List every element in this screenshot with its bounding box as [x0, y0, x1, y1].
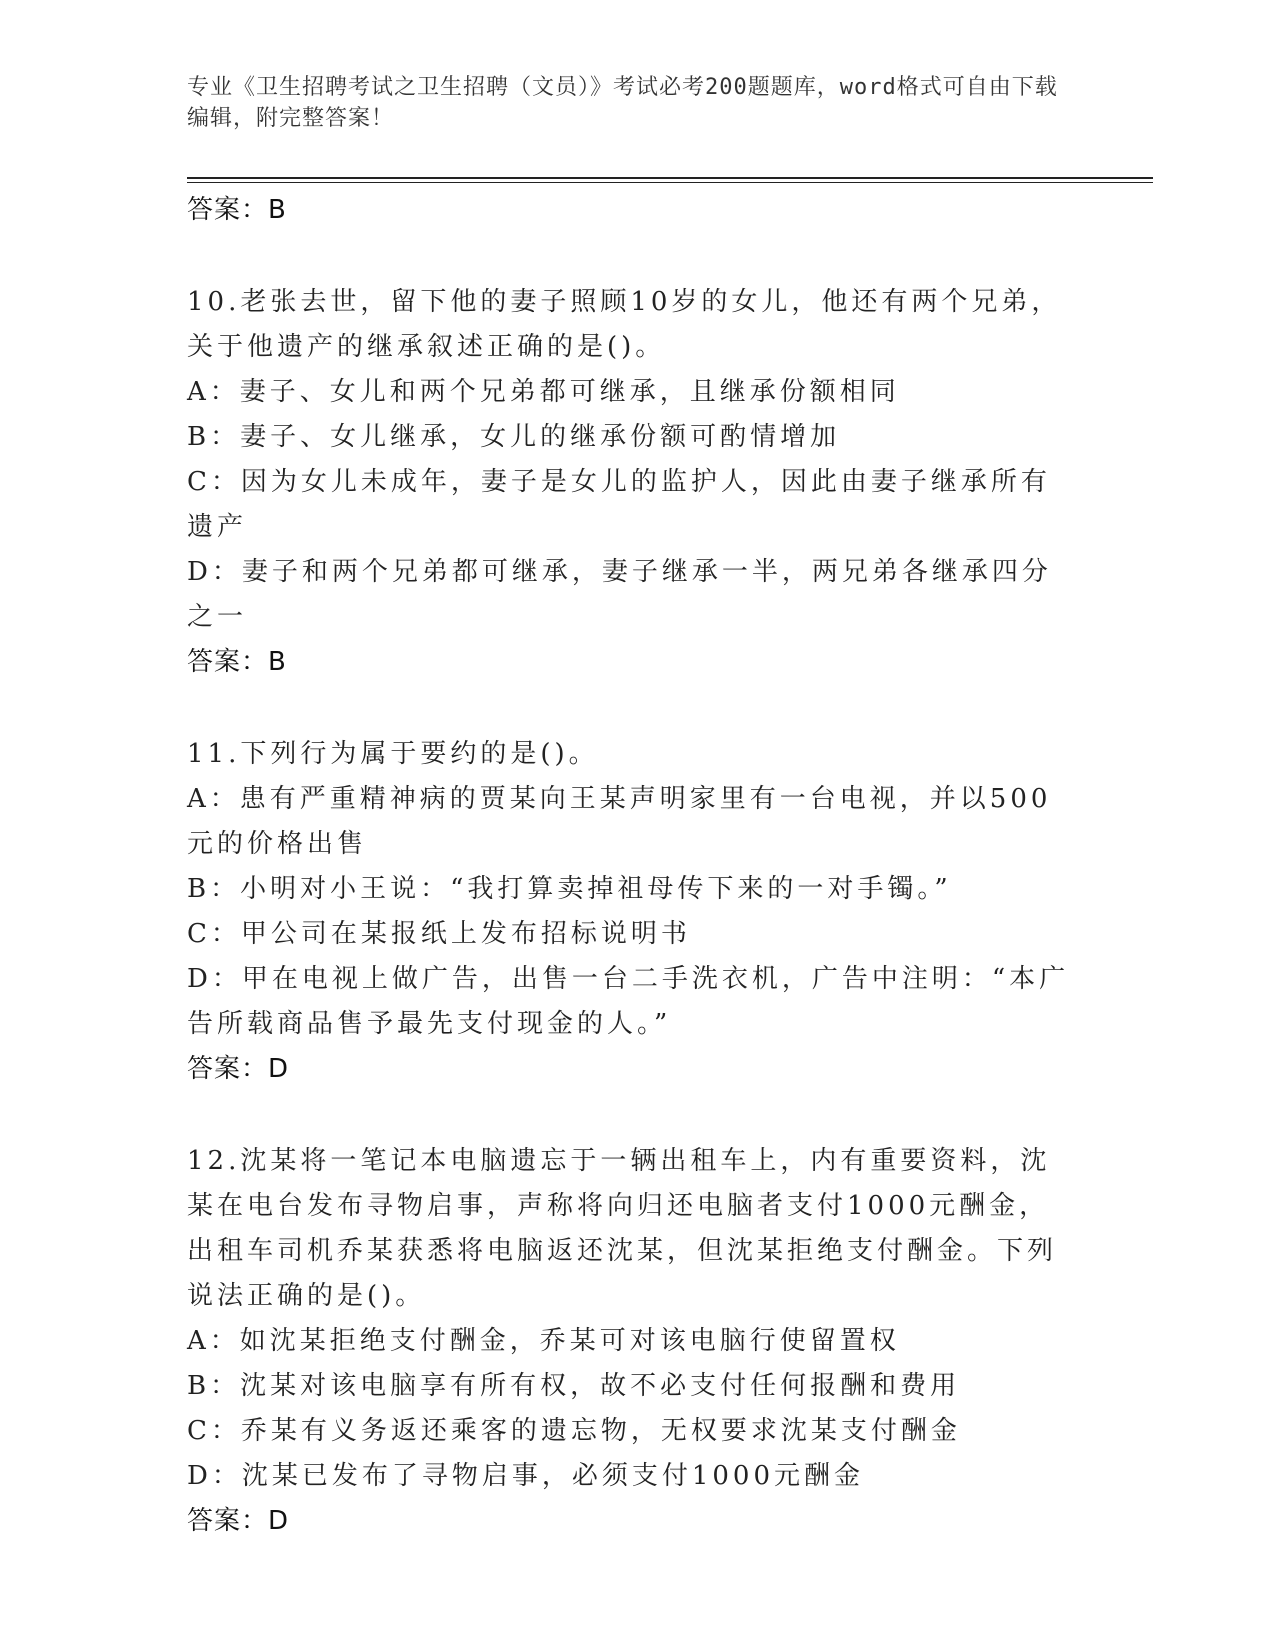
answer-label: 答案：B	[187, 647, 287, 677]
answer-label: 答案：D	[187, 1506, 290, 1536]
option-c: C：甲公司在某报纸上发布招标说明书	[187, 919, 691, 949]
option-b: B：沈某对该电脑享有所有权，故不必支付任何报酬和费用	[187, 1371, 961, 1401]
option-a: A：妻子、女儿和两个兄弟都可继承，且继承份额相同	[187, 377, 900, 407]
question-stem: 10.老张去世，留下他的妻子照顾10岁的女儿，他还有两个兄弟，关于他遗产的继承叙述正确的是()。	[187, 287, 1062, 362]
option-a: A：患有严重精神病的贾某向王某声明家里有一台电视，并以500元的价格出售	[187, 784, 1052, 859]
option-a: A：如沈某拒绝支付酬金，乔某可对该电脑行使留置权	[187, 1326, 900, 1356]
header-divider-thick	[187, 177, 1153, 179]
option-c: C：因为女儿未成年，妻子是女儿的监护人，因此由妻子继承所有遗产	[187, 467, 1051, 542]
answer-previous: 答案：B	[187, 195, 287, 225]
spacer	[187, 1092, 1077, 1139]
question-block	[187, 732, 1077, 1092]
question-block	[187, 280, 1077, 685]
question-block	[187, 1139, 1077, 1544]
answer-label: 答案：D	[187, 1054, 290, 1084]
option-d: D：甲在电视上做广告，出售一台二手洗衣机，广告中注明：“本广告所载商品售予最先支付现金的人。”	[187, 964, 1070, 1039]
spacer	[187, 233, 1077, 280]
option-b: B：小明对小王说：“我打算卖掉祖母传下来的一对手镯。”	[187, 874, 952, 904]
spacer	[187, 685, 1077, 732]
header-divider-thin	[187, 182, 1153, 183]
document-header: 专业《卫生招聘考试之卫生招聘（文员）》考试必考200题题库，word格式可自由下载编辑，附完整答案！	[187, 75, 1058, 131]
option-c: C：乔某有义务返还乘客的遗忘物，无权要求沈某支付酬金	[187, 1416, 961, 1446]
question-stem: 11.下列行为属于要约的是()。	[187, 739, 599, 769]
option-d: D：妻子和两个兄弟都可继承，妻子继承一半，两兄弟各继承四分之一	[187, 557, 1052, 632]
option-d: D：沈某已发布了寻物启事，必须支付1000元酬金	[187, 1461, 865, 1491]
question-stem: 12.沈某将一笔记本电脑遗忘于一辆出租车上，内有重要资料，沈某在电台发布寻物启事，声称将向归还电脑者支付1000元酬金，出租车司机乔某获悉将电脑返还沈某，但沈某拒绝支付酬金。下列说法正确的是()。	[187, 1146, 1058, 1311]
document-body	[187, 188, 1077, 1544]
option-b: B：妻子、女儿继承，女儿的继承份额可酌情增加	[187, 422, 841, 452]
